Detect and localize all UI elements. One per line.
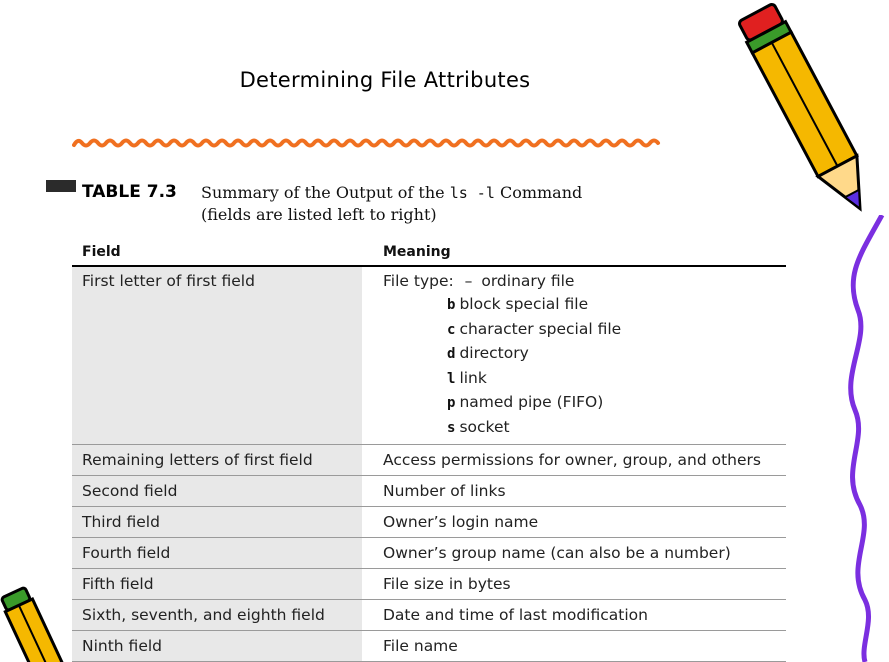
table-caption-label: TABLE 7.3 (82, 182, 177, 202)
slide-title: Determining File Attributes (239, 68, 531, 92)
file-type-entry (383, 416, 786, 441)
table-caption-text (201, 182, 582, 225)
file-type-first-line (383, 267, 786, 293)
file-type-code: c (447, 321, 456, 338)
pencil-icon (738, 0, 878, 230)
table-row (72, 476, 786, 507)
file-type-desc: character special file (459, 319, 622, 338)
meaning-cell: File size in bytes (375, 569, 786, 600)
wavy-divider (72, 136, 662, 150)
meaning-cell: Owner’s group name (can also be a number) (375, 538, 786, 569)
field-cell: Ninth field (72, 631, 362, 662)
meaning-cell: Date and time of last modification (375, 600, 786, 631)
file-type-desc: link (459, 368, 487, 387)
field-cell: Fifth field (72, 569, 362, 600)
file-type-desc: named pipe (FIFO) (459, 393, 604, 411)
field-cell: Remaining letters of first field (72, 445, 362, 476)
file-type-code: d (447, 346, 456, 362)
table-row (72, 507, 786, 538)
table-header-row (72, 241, 786, 266)
file-type-prefix: File type: (383, 272, 454, 290)
field-cell: Third field (72, 507, 362, 538)
field-cell: Second field (72, 476, 362, 507)
file-type-code: l (447, 370, 456, 387)
header-field: Field (72, 241, 362, 266)
table-row (72, 445, 786, 476)
file-type-desc: ordinary file (481, 272, 575, 290)
meaning-cell: File name (375, 631, 786, 662)
caption-line1-suffix: Command (494, 183, 583, 202)
meaning-cell: Access permissions for owner, group, and others (375, 445, 786, 476)
file-type-code: – (464, 272, 473, 290)
caption-line1-prefix: Summary of the Output of the (201, 183, 450, 202)
ls-output-table (72, 241, 786, 662)
file-type-desc: directory (459, 344, 529, 362)
table-row (72, 569, 786, 600)
file-type-entry (383, 342, 786, 367)
table-caption-marker (46, 180, 76, 192)
file-type-entry (383, 293, 786, 318)
file-type-code: p (447, 395, 456, 411)
file-type-code: s (447, 419, 456, 436)
pencil-icon (0, 580, 70, 662)
file-type-entry (383, 367, 786, 392)
field-cell: Sixth, seventh, and eighth field (72, 600, 362, 631)
file-type-code: b (447, 297, 456, 313)
meaning-cell: Number of links (375, 476, 786, 507)
field-cell: First letter of first field (72, 266, 362, 445)
table-row (72, 538, 786, 569)
file-type-entry (383, 391, 786, 416)
table-row (72, 600, 786, 631)
meaning-cell: Owner’s login name (375, 507, 786, 538)
header-meaning: Meaning (375, 241, 786, 266)
field-cell: Fourth field (72, 538, 362, 569)
meaning-cell (375, 266, 786, 445)
file-type-desc: socket (459, 417, 510, 436)
caption-line2: (fields are listed left to right) (201, 205, 437, 224)
table-row-file-type (72, 266, 786, 445)
file-type-desc: block special file (459, 295, 589, 313)
table-row (72, 631, 786, 662)
decorative-border (820, 215, 889, 662)
caption-command: ls -l (449, 184, 495, 202)
file-type-entry (383, 318, 786, 343)
